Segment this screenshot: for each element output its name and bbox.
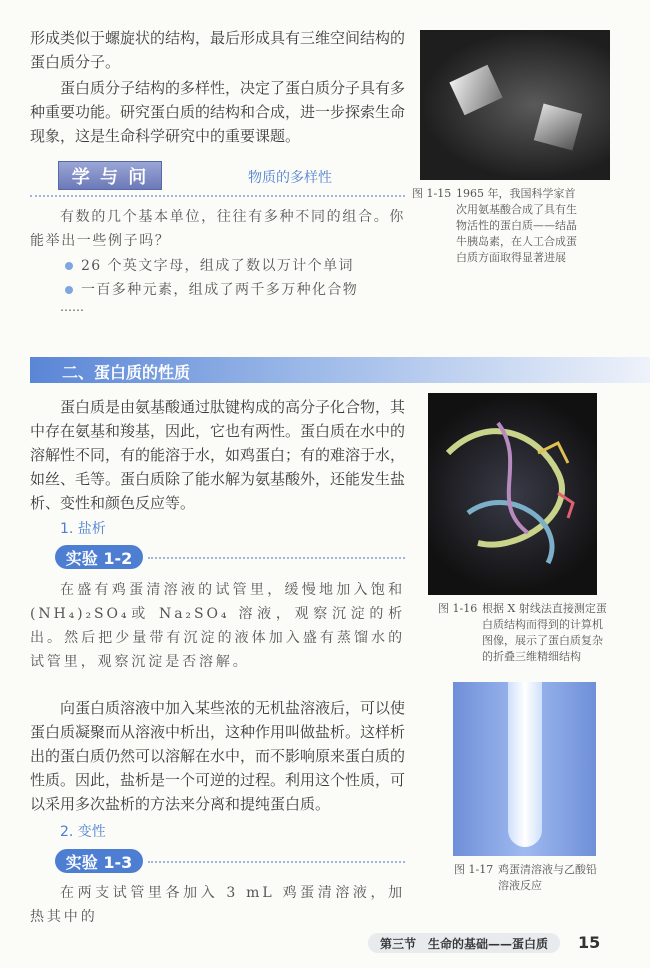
figure-caption: 图 1-16 根据 X 射线法直接测定蛋白质结构而得到的计算机图像，展示了蛋白质复杂的折叠三维精细结构 xyxy=(438,602,607,663)
experiment-text: 在盛有鸡蛋清溶液的试管里，缓慢地加入饱和(NH₄)₂SO₄或 Na₂SO₄ 溶液，观察沉淀的析出。然后把少量带有沉淀的液体加入盛有蒸馏水的试管里，观察沉淀是否溶解。 xyxy=(30,582,405,670)
figure-caption: 图 1-17 鸡蛋清溶液与乙酸铅溶液反应 xyxy=(454,863,597,892)
page-number: 15 xyxy=(578,933,601,952)
section-paragraph: 蛋白质是由氨基酸通过肽键构成的高分子化合物，其中存在氨基和羧基，因此，它也有两性。蛋白质在水中的溶解性不同，有的能溶于水，如鸡蛋白；有的难溶于水，如丝、毛等。蛋白质除了能水解为氨基酸外，还能发生盐析、变性和颜色反应等。 xyxy=(30,398,406,512)
divider xyxy=(148,861,405,863)
intro-continuation: 形成类似于螺旋状的结构，最后形成具有三维空间结构的蛋白质分子。 xyxy=(30,29,406,71)
learn-ask-bullets xyxy=(65,254,358,302)
divider xyxy=(148,557,405,559)
subheading-salting-out: 1. 盐析 xyxy=(60,521,106,537)
bullet-item: 26 个英文字母，组成了数以万计个单词 xyxy=(65,254,358,278)
intro-paragraph: 蛋白质分子结构的多样性，决定了蛋白质分子具有多种重要功能。研究蛋白质的结构和合成，进一步探索生命现象，这是生命科学研究中的重要课题。 xyxy=(30,79,406,145)
learn-ask-question: 有数的几个基本单位，往往有多种不同的组合。你能举出一些例子吗？ xyxy=(30,209,405,249)
divider xyxy=(30,195,405,197)
bullet-item: 一百多种元素，组成了两千多万种化合物 xyxy=(65,278,358,302)
section-header xyxy=(30,357,650,383)
experiment-badge: 实验 1-2 xyxy=(55,545,143,569)
test-tube-photo xyxy=(453,682,596,856)
experiment-text: 在两支试管里各加入 3 mL 鸡蛋清溶液，加热其中的 xyxy=(30,885,405,925)
learn-ask-title: 物质的多样性 xyxy=(248,170,332,186)
footer-chapter: 第三节 生命的基础——蛋白质 xyxy=(368,933,560,953)
insulin-crystal-photo xyxy=(420,30,610,180)
section-title: 二、蛋白质的性质 xyxy=(62,363,191,382)
section-paragraph: 向蛋白质溶液中加入某些浓的无机盐溶液后，可以使蛋白质凝聚而从溶液中析出，这种作用叫做盐析。这样析出的蛋白质仍然可以溶解在水中，而不影响原来蛋白质的性质。因此，盐析是一个可逆的过程。利用这个性质，可以采用多次盐析的方法来分离和提纯蛋白质。 xyxy=(30,699,406,813)
subheading-denaturation: 2. 变性 xyxy=(60,824,106,840)
bullet-icon xyxy=(65,262,73,270)
protein-structure-image xyxy=(428,393,597,595)
figure-caption: 图 1-15 1965 年，我国科学家首次用氨基酸合成了具有生物活性的蛋白质——结晶牛胰岛素，在人工合成蛋白质方面取得显著进展 xyxy=(412,187,577,264)
learn-ask-badge: 学 与 问 xyxy=(58,161,162,190)
experiment-badge: 实验 1-3 xyxy=(55,849,143,873)
ellipsis: …… xyxy=(60,300,84,314)
bullet-icon xyxy=(65,286,73,294)
